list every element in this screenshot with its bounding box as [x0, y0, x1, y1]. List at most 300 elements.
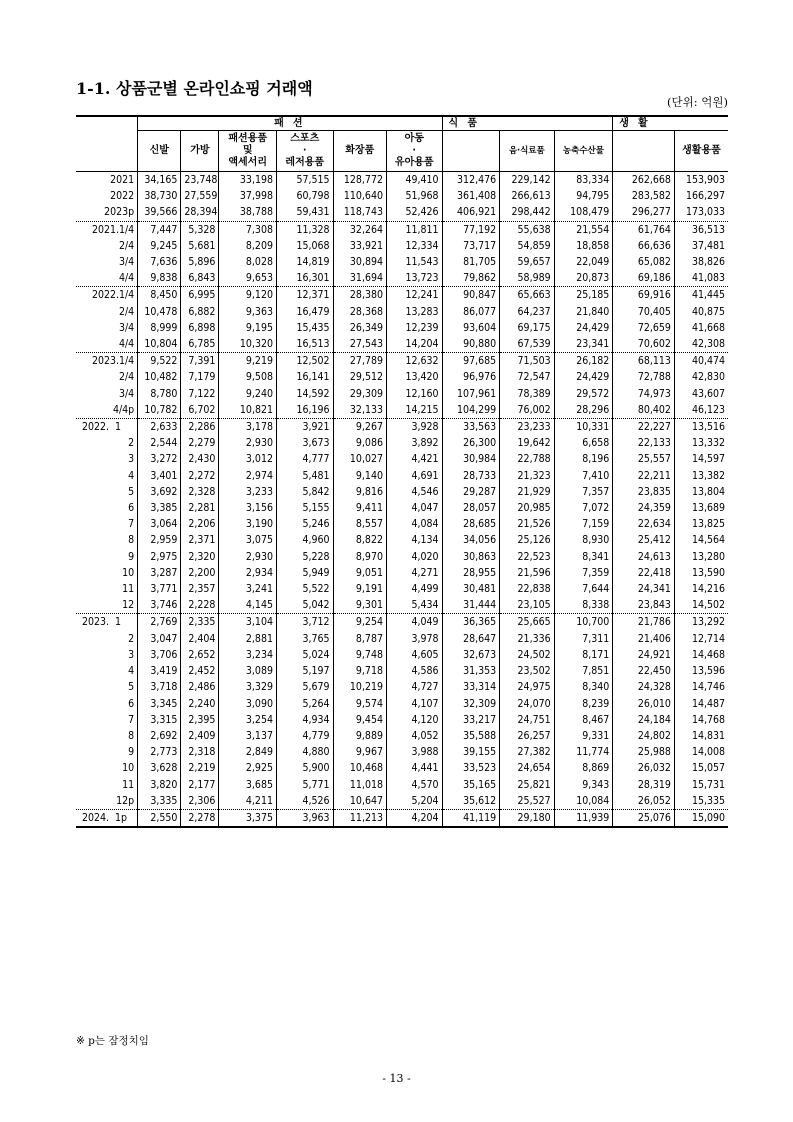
table-cell: 2,692 — [138, 728, 181, 744]
table-cell: 2,930 — [219, 549, 277, 565]
table-cell: 43,607 — [674, 386, 728, 402]
table-cell: 9,363 — [219, 304, 277, 320]
table-cell: 4,526 — [276, 793, 333, 810]
table-cell: 21,840 — [554, 304, 613, 320]
table-cell: 6,785 — [181, 336, 219, 353]
table-cell: 21,526 — [500, 516, 554, 532]
table-cell: 4,727 — [386, 679, 442, 695]
table-cell: 13,292 — [674, 614, 728, 631]
table-cell: 283,582 — [613, 188, 675, 204]
table-cell: 6,898 — [181, 320, 219, 336]
table-cell: 153,903 — [674, 172, 728, 189]
table-cell: 10,647 — [333, 793, 386, 810]
table-cell: 5,197 — [276, 663, 333, 679]
table-cell: 9,195 — [219, 320, 277, 336]
table-cell: 26,010 — [613, 696, 675, 712]
table-cell: 2,934 — [219, 565, 277, 581]
table-cell: 3,401 — [138, 468, 181, 484]
table-cell: 5,264 — [276, 696, 333, 712]
table-cell: 9,301 — [333, 597, 386, 614]
table-cell: 5,522 — [276, 581, 333, 597]
table-cell: 3,075 — [219, 532, 277, 548]
row-label: 2/4 — [118, 305, 135, 318]
table-row — [76, 696, 728, 712]
table-row — [76, 386, 728, 402]
table-row — [76, 287, 728, 304]
table-row — [76, 188, 728, 204]
table-cell: 15,068 — [276, 238, 333, 254]
table-cell: 9,191 — [333, 581, 386, 597]
table-cell: 2,200 — [181, 565, 219, 581]
table-cell: 37,998 — [219, 188, 277, 204]
table-cell: 110,640 — [333, 188, 386, 204]
table-cell: 15,435 — [276, 320, 333, 336]
table-cell: 23,843 — [613, 597, 675, 614]
table-cell: 93,604 — [442, 320, 500, 336]
table-cell: 6,658 — [554, 435, 613, 451]
table-cell: 26,182 — [554, 353, 613, 370]
table-cell: 65,082 — [613, 254, 675, 270]
table-cell: 30,863 — [442, 549, 500, 565]
table-cell: 33,198 — [219, 172, 277, 189]
table-cell: 36,365 — [442, 614, 500, 631]
table-cell: 9,838 — [138, 270, 181, 287]
table-cell: 2,219 — [181, 760, 219, 776]
table-cell: 2,206 — [181, 516, 219, 532]
table-cell: 6,702 — [181, 402, 219, 419]
table-cell: 10,700 — [554, 614, 613, 631]
table-row — [76, 744, 728, 760]
table-cell: 64,237 — [500, 304, 554, 320]
row-label: 4 — [128, 665, 135, 678]
table-cell: 16,301 — [276, 270, 333, 287]
table-cell: 2,849 — [219, 744, 277, 760]
table-row — [76, 549, 728, 565]
unit-label: (단위: 억원) — [667, 95, 728, 109]
table-cell: 33,921 — [333, 238, 386, 254]
table-cell: 5,481 — [276, 468, 333, 484]
table-cell: 107,961 — [442, 386, 500, 402]
table-cell: 28,319 — [613, 777, 675, 793]
table-cell: 23,502 — [500, 663, 554, 679]
table-cell: 9,574 — [333, 696, 386, 712]
table-row — [76, 728, 728, 744]
table-cell: 2,286 — [181, 419, 219, 436]
page-number: - 13 - — [382, 1072, 411, 1085]
table-row — [76, 270, 728, 287]
table-cell: 65,663 — [500, 287, 554, 304]
table-cell: 3,254 — [219, 712, 277, 728]
table-cell: 3,419 — [138, 663, 181, 679]
table-cell: 3,047 — [138, 631, 181, 647]
table-cell: 79,862 — [442, 270, 500, 287]
table-row — [76, 532, 728, 548]
table-cell: 24,184 — [613, 712, 675, 728]
table-cell: 13,825 — [674, 516, 728, 532]
table-cell: 24,802 — [613, 728, 675, 744]
table-row — [76, 221, 728, 238]
row-label: 9 — [128, 550, 135, 563]
table-cell: 8,171 — [554, 647, 613, 663]
table-cell: 5,771 — [276, 777, 333, 793]
table-cell: 19,642 — [500, 435, 554, 451]
table-cell: 24,429 — [554, 320, 613, 336]
column-header: 음·식료품 — [500, 131, 554, 172]
table-cell: 16,141 — [276, 369, 333, 385]
table-cell: 11,018 — [333, 777, 386, 793]
table-cell: 39,155 — [442, 744, 500, 760]
table-cell: 10,320 — [219, 336, 277, 353]
row-label: 6 — [128, 502, 135, 515]
table-row — [76, 647, 728, 663]
table-cell: 37,481 — [674, 238, 728, 254]
table-cell: 97,685 — [442, 353, 500, 370]
table-cell: 40,875 — [674, 304, 728, 320]
row-label: 7 — [128, 713, 135, 726]
row-label: 9 — [128, 746, 135, 759]
table-cell: 27,543 — [333, 336, 386, 353]
table-cell: 29,572 — [554, 386, 613, 402]
table-cell: 22,788 — [500, 451, 554, 467]
table-row — [76, 451, 728, 467]
table-cell: 173,033 — [674, 204, 728, 221]
table-cell: 36,513 — [674, 221, 728, 238]
table-cell: 13,382 — [674, 468, 728, 484]
row-label: 2/4 — [118, 239, 135, 252]
row-label: 2023p — [76, 204, 138, 221]
table-cell: 7,636 — [138, 254, 181, 270]
table-cell: 2,279 — [181, 435, 219, 451]
table-cell: 83,334 — [554, 172, 613, 189]
table-cell: 25,527 — [500, 793, 554, 810]
table-cell: 8,787 — [333, 631, 386, 647]
row-label: 4/4p — [76, 402, 138, 419]
table-cell: 11,774 — [554, 744, 613, 760]
table-cell: 7,447 — [138, 221, 181, 238]
table-cell: 12,714 — [674, 631, 728, 647]
table-cell: 9,120 — [219, 287, 277, 304]
table-cell: 27,789 — [333, 353, 386, 370]
table-cell: 6,995 — [181, 287, 219, 304]
table-cell: 76,002 — [500, 402, 554, 419]
table-cell: 3,329 — [219, 679, 277, 695]
table-cell: 54,859 — [500, 238, 554, 254]
table-cell: 7,308 — [219, 221, 277, 238]
table-cell: 3,628 — [138, 760, 181, 776]
table-cell: 16,479 — [276, 304, 333, 320]
table-cell: 9,343 — [554, 777, 613, 793]
row-label: 2023. 1 — [82, 616, 122, 629]
table-cell: 2,306 — [181, 793, 219, 810]
table-cell: 39,566 — [138, 204, 181, 221]
table-cell: 9,086 — [333, 435, 386, 451]
table-cell: 68,113 — [613, 353, 675, 370]
table-cell: 66,636 — [613, 238, 675, 254]
table-cell: 57,515 — [276, 172, 333, 189]
row-label: 2 — [128, 632, 135, 645]
table-cell: 10,219 — [333, 679, 386, 695]
data-table — [76, 115, 728, 828]
table-cell: 9,508 — [219, 369, 277, 385]
table-cell: 2,318 — [181, 744, 219, 760]
table-cell: 25,126 — [500, 532, 554, 548]
table-cell: 26,349 — [333, 320, 386, 336]
table-cell: 24,975 — [500, 679, 554, 695]
table-cell: 4,049 — [386, 614, 442, 631]
table-cell: 2,652 — [181, 647, 219, 663]
table-cell: 3,241 — [219, 581, 277, 597]
table-row — [76, 304, 728, 320]
table-cell: 108,479 — [554, 204, 613, 221]
table-cell: 38,730 — [138, 188, 181, 204]
table-cell: 11,543 — [386, 254, 442, 270]
table-cell: 4,052 — [386, 728, 442, 744]
table-cell: 22,049 — [554, 254, 613, 270]
table-cell: 24,654 — [500, 760, 554, 776]
table-cell: 2,773 — [138, 744, 181, 760]
table-cell: 24,613 — [613, 549, 675, 565]
table-cell: 3,335 — [138, 793, 181, 810]
table-cell: 9,718 — [333, 663, 386, 679]
table-cell: 5,896 — [181, 254, 219, 270]
table-cell: 11,213 — [333, 809, 386, 827]
table-cell: 14,468 — [674, 647, 728, 663]
table-cell: 21,336 — [500, 631, 554, 647]
group-life: 생 활 — [613, 116, 728, 131]
table-cell: 8,209 — [219, 238, 277, 254]
table-cell: 2,272 — [181, 468, 219, 484]
table-cell: 361,408 — [442, 188, 500, 204]
table-cell: 2,228 — [181, 597, 219, 614]
table-cell: 9,967 — [333, 744, 386, 760]
table-row — [76, 760, 728, 776]
table-cell: 31,444 — [442, 597, 500, 614]
table-cell: 12,241 — [386, 287, 442, 304]
table-cell: 2,278 — [181, 809, 219, 827]
table-cell: 28,394 — [181, 204, 219, 221]
table-cell: 2,550 — [138, 809, 181, 827]
table-cell: 28,685 — [442, 516, 500, 532]
row-label: 2 — [128, 437, 135, 450]
table-cell: 33,563 — [442, 419, 500, 436]
table-cell: 28,955 — [442, 565, 500, 581]
table-cell: 23,341 — [554, 336, 613, 353]
table-cell: 16,513 — [276, 336, 333, 353]
table-row — [76, 631, 728, 647]
row-label: 2021.1/4 — [91, 223, 135, 236]
table-cell: 24,341 — [613, 581, 675, 597]
table-cell: 3,771 — [138, 581, 181, 597]
table-row — [76, 254, 728, 270]
table-cell: 2,769 — [138, 614, 181, 631]
table-cell: 94,795 — [554, 188, 613, 204]
table-cell: 22,133 — [613, 435, 675, 451]
table-cell: 34,056 — [442, 532, 500, 548]
table-cell: 2,430 — [181, 451, 219, 467]
row-label: 12p — [76, 793, 138, 810]
table-cell: 3,287 — [138, 565, 181, 581]
table-cell: 15,057 — [674, 760, 728, 776]
table-cell: 4,960 — [276, 532, 333, 548]
table-cell: 25,412 — [613, 532, 675, 548]
table-cell: 29,309 — [333, 386, 386, 402]
table-cell: 42,308 — [674, 336, 728, 353]
table-row — [76, 238, 728, 254]
table-cell: 14,216 — [674, 581, 728, 597]
table-cell: 266,613 — [500, 188, 554, 204]
table-cell: 4,546 — [386, 484, 442, 500]
table-cell: 35,165 — [442, 777, 500, 793]
table-cell: 67,539 — [500, 336, 554, 353]
table-cell: 38,826 — [674, 254, 728, 270]
table-cell: 13,689 — [674, 500, 728, 516]
table-cell: 59,657 — [500, 254, 554, 270]
column-header: 가방 — [181, 131, 219, 172]
table-cell: 7,644 — [554, 581, 613, 597]
table-cell: 2,328 — [181, 484, 219, 500]
table-row — [76, 597, 728, 614]
table-cell: 10,027 — [333, 451, 386, 467]
table-row — [76, 712, 728, 728]
table-cell: 13,596 — [674, 663, 728, 679]
table-cell: 3,765 — [276, 631, 333, 647]
table-cell: 5,842 — [276, 484, 333, 500]
table-cell: 23,233 — [500, 419, 554, 436]
table-cell: 14,768 — [674, 712, 728, 728]
table-cell: 21,554 — [554, 221, 613, 238]
table-cell: 25,988 — [613, 744, 675, 760]
table-cell: 33,523 — [442, 760, 500, 776]
table-cell: 8,999 — [138, 320, 181, 336]
row-label: 2021 — [110, 174, 135, 186]
table-cell: 23,748 — [181, 172, 219, 189]
table-cell: 32,264 — [333, 221, 386, 238]
table-cell: 13,723 — [386, 270, 442, 287]
table-cell: 12,239 — [386, 320, 442, 336]
table-row — [76, 369, 728, 385]
row-label: 8 — [128, 729, 135, 742]
table-cell: 2,357 — [181, 581, 219, 597]
table-row — [76, 777, 728, 793]
column-header — [613, 131, 675, 172]
table-row — [76, 172, 728, 189]
table-cell: 8,028 — [219, 254, 277, 270]
table-cell: 2,486 — [181, 679, 219, 695]
table-cell: 11,939 — [554, 809, 613, 827]
table-cell: 3,137 — [219, 728, 277, 744]
table-cell: 2,633 — [138, 419, 181, 436]
table-cell: 33,314 — [442, 679, 500, 695]
table-cell: 3,820 — [138, 777, 181, 793]
table-cell: 4,586 — [386, 663, 442, 679]
table-cell: 3,673 — [276, 435, 333, 451]
table-body — [76, 172, 728, 828]
table-cell: 32,673 — [442, 647, 500, 663]
table-cell: 10,478 — [138, 304, 181, 320]
table-cell: 9,816 — [333, 484, 386, 500]
table-cell: 2,177 — [181, 777, 219, 793]
table-cell: 4,020 — [386, 549, 442, 565]
table-cell: 4,934 — [276, 712, 333, 728]
table-cell: 26,257 — [500, 728, 554, 744]
table-cell: 9,889 — [333, 728, 386, 744]
footnote: ※ p는 잠정치임 — [76, 1035, 149, 1047]
group-food: 식 품 — [442, 116, 613, 131]
table-cell: 12,160 — [386, 386, 442, 402]
table-cell: 11,328 — [276, 221, 333, 238]
table-cell: 3,963 — [276, 809, 333, 827]
table-cell: 2,930 — [219, 435, 277, 451]
table-row — [76, 565, 728, 581]
table-cell: 24,328 — [613, 679, 675, 695]
table-cell: 3,064 — [138, 516, 181, 532]
table-cell: 9,267 — [333, 419, 386, 436]
table-cell: 24,921 — [613, 647, 675, 663]
table-cell: 22,838 — [500, 581, 554, 597]
table-cell: 86,077 — [442, 304, 500, 320]
table-cell: 14,831 — [674, 728, 728, 744]
table-cell: 298,442 — [500, 204, 554, 221]
table-cell: 6,882 — [181, 304, 219, 320]
table-cell: 28,733 — [442, 468, 500, 484]
table-cell: 15,731 — [674, 777, 728, 793]
table-cell: 13,332 — [674, 435, 728, 451]
table-cell: 73,717 — [442, 238, 500, 254]
table-cell: 5,434 — [386, 597, 442, 614]
table-cell: 7,357 — [554, 484, 613, 500]
table-cell: 3,272 — [138, 451, 181, 467]
table-cell: 28,296 — [554, 402, 613, 419]
table-cell: 15,090 — [674, 809, 728, 827]
table-cell: 10,482 — [138, 369, 181, 385]
column-header: 생활용품 — [674, 131, 728, 172]
table-cell: 10,331 — [554, 419, 613, 436]
row-label: 11 — [122, 583, 135, 596]
table-cell: 9,522 — [138, 353, 181, 370]
table-cell: 2,452 — [181, 663, 219, 679]
table-cell: 74,973 — [613, 386, 675, 402]
table-cell: 9,454 — [333, 712, 386, 728]
table-row — [76, 484, 728, 500]
table-cell: 4,120 — [386, 712, 442, 728]
table-cell: 11,811 — [386, 221, 442, 238]
table-row — [76, 402, 728, 419]
table-cell: 10,084 — [554, 793, 613, 810]
table-cell: 22,418 — [613, 565, 675, 581]
table-row — [76, 353, 728, 370]
table-cell: 2,544 — [138, 435, 181, 451]
table-cell: 14,819 — [276, 254, 333, 270]
row-label: 7 — [128, 518, 135, 531]
table-cell: 10,821 — [219, 402, 277, 419]
table-cell: 3,978 — [386, 631, 442, 647]
table-cell: 2,404 — [181, 631, 219, 647]
table-cell: 4,777 — [276, 451, 333, 467]
table-cell: 25,076 — [613, 809, 675, 827]
table-cell: 15,335 — [674, 793, 728, 810]
table-cell: 296,277 — [613, 204, 675, 221]
table-cell: 22,227 — [613, 419, 675, 436]
table-cell: 5,204 — [386, 793, 442, 810]
table-cell: 80,402 — [613, 402, 675, 419]
table-cell: 3,315 — [138, 712, 181, 728]
table-cell: 4,691 — [386, 468, 442, 484]
table-cell: 21,786 — [613, 614, 675, 631]
table-cell: 5,246 — [276, 516, 333, 532]
table-cell: 58,989 — [500, 270, 554, 287]
table-cell: 29,512 — [333, 369, 386, 385]
table-cell: 9,254 — [333, 614, 386, 631]
